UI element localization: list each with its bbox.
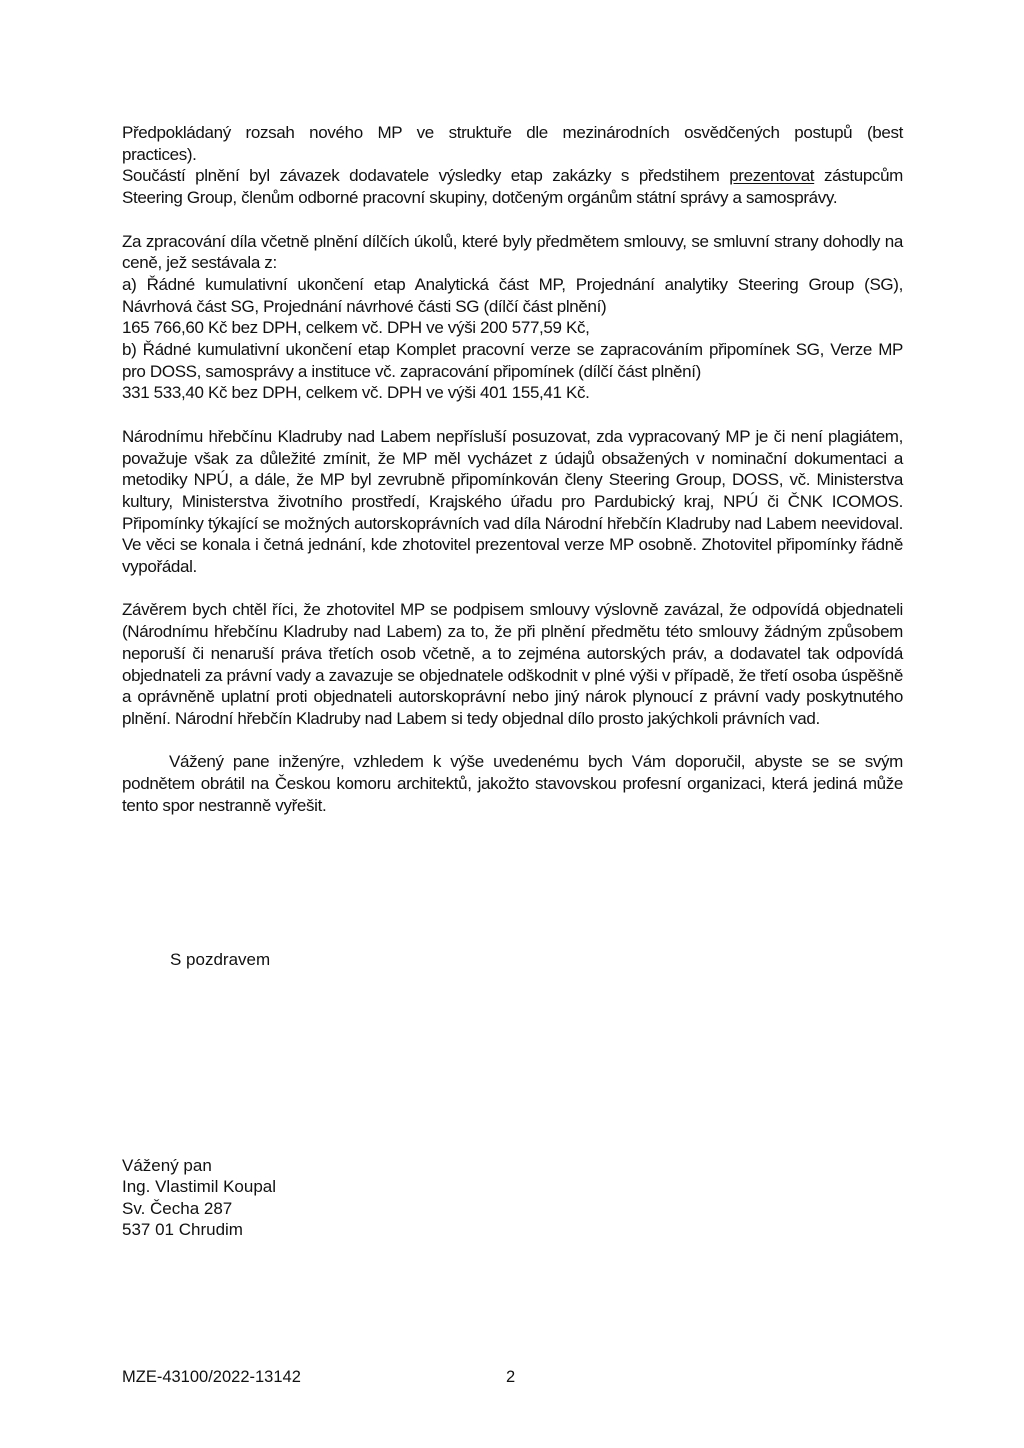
pricing-item-b: b) Řádné kumulativní ukončení etap Komplet pracovní verze se zapracováním připomínek SG, Verze MP pro DOSS, samosprávy a instituce vč. zapracování připomínek (dílčí část plnění)	[122, 340, 903, 381]
pricing-item-b-price: 331 533,40 Kč bez DPH, celkem vč. DPH ve výši 401 155,41 Kč.	[122, 383, 590, 403]
paragraph-obligation-text-end: zástupcům Steering Group, členům odborné pracovní skupiny, dotčeným orgánům státní správy a samosprávy.	[122, 166, 903, 208]
pricing-item-a: a) Řádné kumulativní ukončení etap Analytická část MP, Projednání analytiky Steering Group (SG), Návrhová část SG, Projednání návrhové části SG (dílčí část plnění)	[122, 274, 903, 316]
paragraph-pricing	[122, 231, 903, 405]
paragraph-recommendation: Vážený pane inženýre, vzhledem k výše uvedenému bych Vám doporučil, abyste se se svým podnětem obrátil na Českou komoru architektů, jakožto stavovskou profesní organizaci, která jediná může tento spor nestranně vyřešit.	[122, 752, 903, 815]
paragraph-liability: Závěrem bych chtěl říci, že zhotovitel MP se podpisem smlouvy výslovně zavázal, že odpovídá objednateli (Národnímu hřebčínu Kladruby nad Labem) za to, že při plnění předmětu této smlouvy žádným způsobem neporuší či nenaruší práva třetích osob včetně, a to zejména autorských práv, a dodavatel tak odpovídá objednateli za právní vady a zavazuje se objednatele odškodnit v plné výši v případě, že třetí osoba úspěšně a oprávněně uplatní proti objednateli autorskoprávní nebo jiný nárok plynoucí z právní vady poskytnutého plnění. Národní hřebčín Kladruby nad Labem si tedy objednal dílo prosto jakýchkoli právních vad.	[122, 600, 903, 728]
paragraph-plagiarism: Národnímu hřebčínu Kladruby nad Labem nepřísluší posuzovat, zda vypracovaný MP je či není plagiátem, považuje však za důležité zmínit, že MP měl vycházet z údajů obsažených v nominační dokumentaci a metodiky NPÚ, a dále, že MP byl zevrubně připomínkován členy Steering Group, DOSS, vč. Ministerstva kultury, Ministerstva životního prostředí, Krajského úřadu pro Pardubický kraj, NPÚ či ČNK ICOMOS. Připomínky týkající se možných autorskoprávních vad díla Národní hřebčín Kladruby nad Labem neevidoval. Ve věci se konala i četná jednání, kde zhotovitel prezentoval verze MP osobně. Zhotovitel připomínky řádně vypořádal.	[122, 426, 903, 577]
paragraph-scope-line-1: Předpokládaný rozsah nového MP ve struktuře dle mezinárodních osvědčených postupů (best	[122, 123, 903, 142]
addressee-city: 537 01 Chrudim	[122, 1220, 243, 1240]
addressee-block	[122, 1155, 276, 1241]
paragraph-gap	[122, 404, 903, 426]
letter-body	[122, 122, 903, 816]
footer-reference-number: MZE-43100/2022-13142	[122, 1368, 301, 1386]
pricing-item-a-price: 165 766,60 Kč bez DPH, celkem vč. DPH ve výši 200 577,59 Kč,	[122, 318, 590, 338]
addressee-salutation: Vážený pan	[122, 1156, 212, 1175]
paragraph-gap	[122, 730, 903, 752]
paragraph-obligation-text-start: Součástí plnění byl závazek dodavatele výsledky etap zakázky s předstihem	[122, 166, 730, 186]
underlined-word-prezentovat: prezentovat	[729, 166, 815, 186]
footer-page-number: 2	[506, 1368, 516, 1386]
paragraph-scope-line-2: practices).	[122, 144, 197, 164]
addressee-street: Sv. Čecha 287	[122, 1198, 233, 1218]
paragraph-obligation	[122, 165, 903, 208]
pricing-intro: Za zpracování díla včetně plnění dílčích úkolů, které byly předmětem smlouvy, se smluvní strany dohodly na ceně, jež sestávala z:	[122, 231, 903, 273]
paragraph-scope	[122, 122, 903, 165]
paragraph-gap	[122, 209, 903, 231]
closing-greeting: S pozdravem	[170, 950, 271, 969]
addressee-name: Ing. Vlastimil Koupal	[122, 1177, 277, 1197]
paragraph-gap	[122, 578, 903, 600]
